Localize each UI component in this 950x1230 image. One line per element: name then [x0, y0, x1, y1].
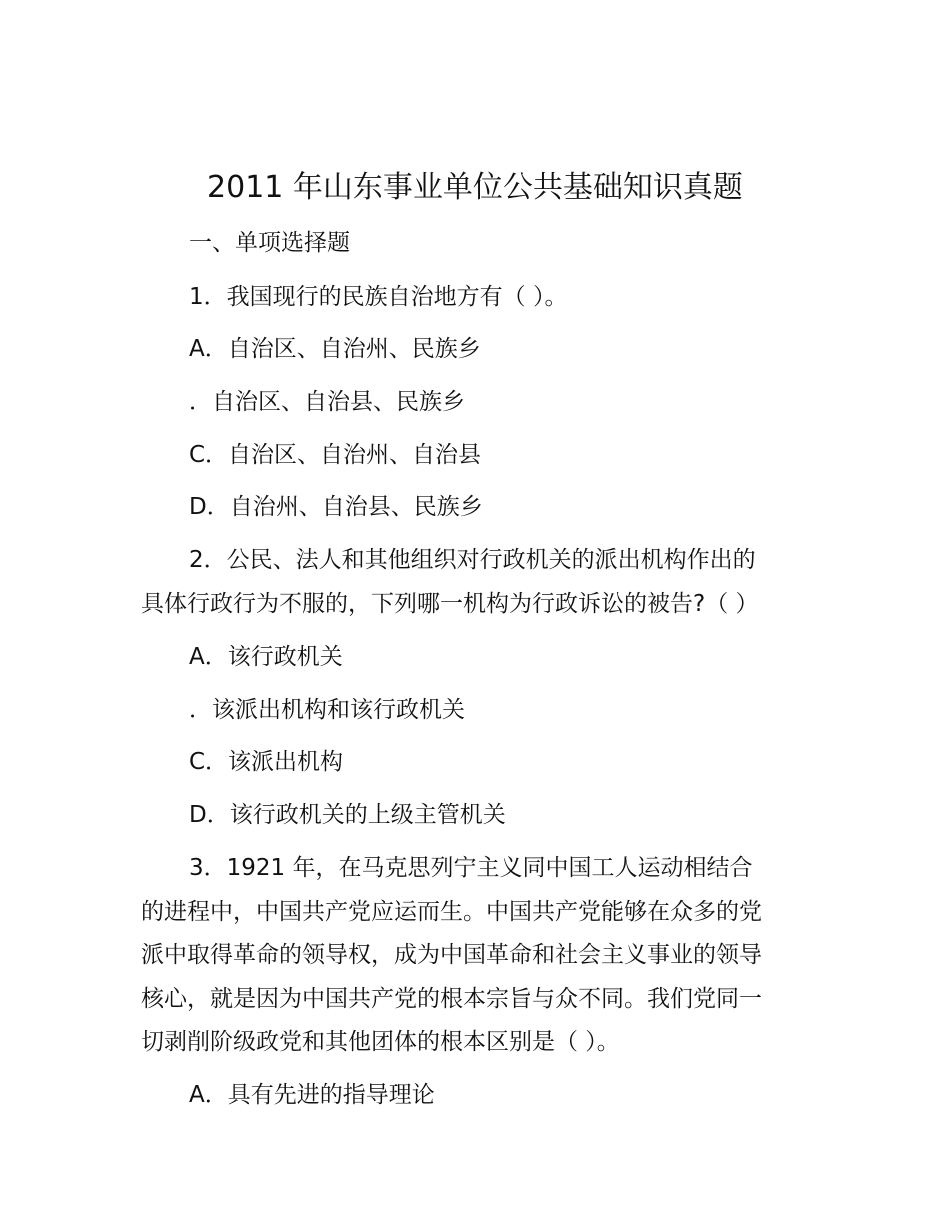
question-3-stem-line-3: 派中取得革命的领导权，成为中国革命和社会主义事业的领导 [141, 942, 762, 968]
question-2-stem-line-2: 具体行政行为不服的，下列哪一机构为行政诉讼的被告?（ ） [141, 591, 759, 617]
question-3-stem-line-1: 3．1921 年，在马克思列宁主义同中国工人运动相结合 [189, 855, 753, 881]
question-2-stem-line-1: 2．公民、法人和其他组织对行政机关的派出机构作出的 [189, 547, 756, 573]
question-1-stem: 1．我国现行的民族自治地方有（ ）。 [189, 284, 568, 310]
question-1-option-c: C．自治区、自治州、自治县 [189, 442, 482, 468]
section-heading: 一、单项选择题 [189, 230, 350, 256]
question-2-option-c: C．该派出机构 [189, 749, 344, 775]
question-1-option-a: A．自治区、自治州、民族乡 [189, 336, 481, 362]
question-2-option-b: ．该派出机构和该行政机关 [189, 697, 465, 723]
question-2-option-a: A．该行政机关 [189, 644, 343, 670]
question-3-stem-line-4: 核心，就是因为中国共产党的根本宗旨与众不同。我们党同一 [141, 986, 762, 1012]
document-title: 2011 年山东事业单位公共基础知识真题 [207, 170, 743, 205]
question-3-stem-line-2: 的进程中，中国共产党应运而生。中国共产党能够在众多的党 [141, 899, 762, 925]
question-1-option-d: D．自治州、自治县、民族乡 [189, 494, 483, 520]
question-2-option-d: D．该行政机关的上级主管机关 [189, 802, 506, 828]
question-3-stem-line-5: 切剥削阶级政党和其他团体的根本区别是（ ）。 [141, 1029, 620, 1055]
question-3-option-a: A．具有先进的指导理论 [189, 1082, 435, 1108]
question-1-option-b: ．自治区、自治县、民族乡 [189, 389, 465, 415]
